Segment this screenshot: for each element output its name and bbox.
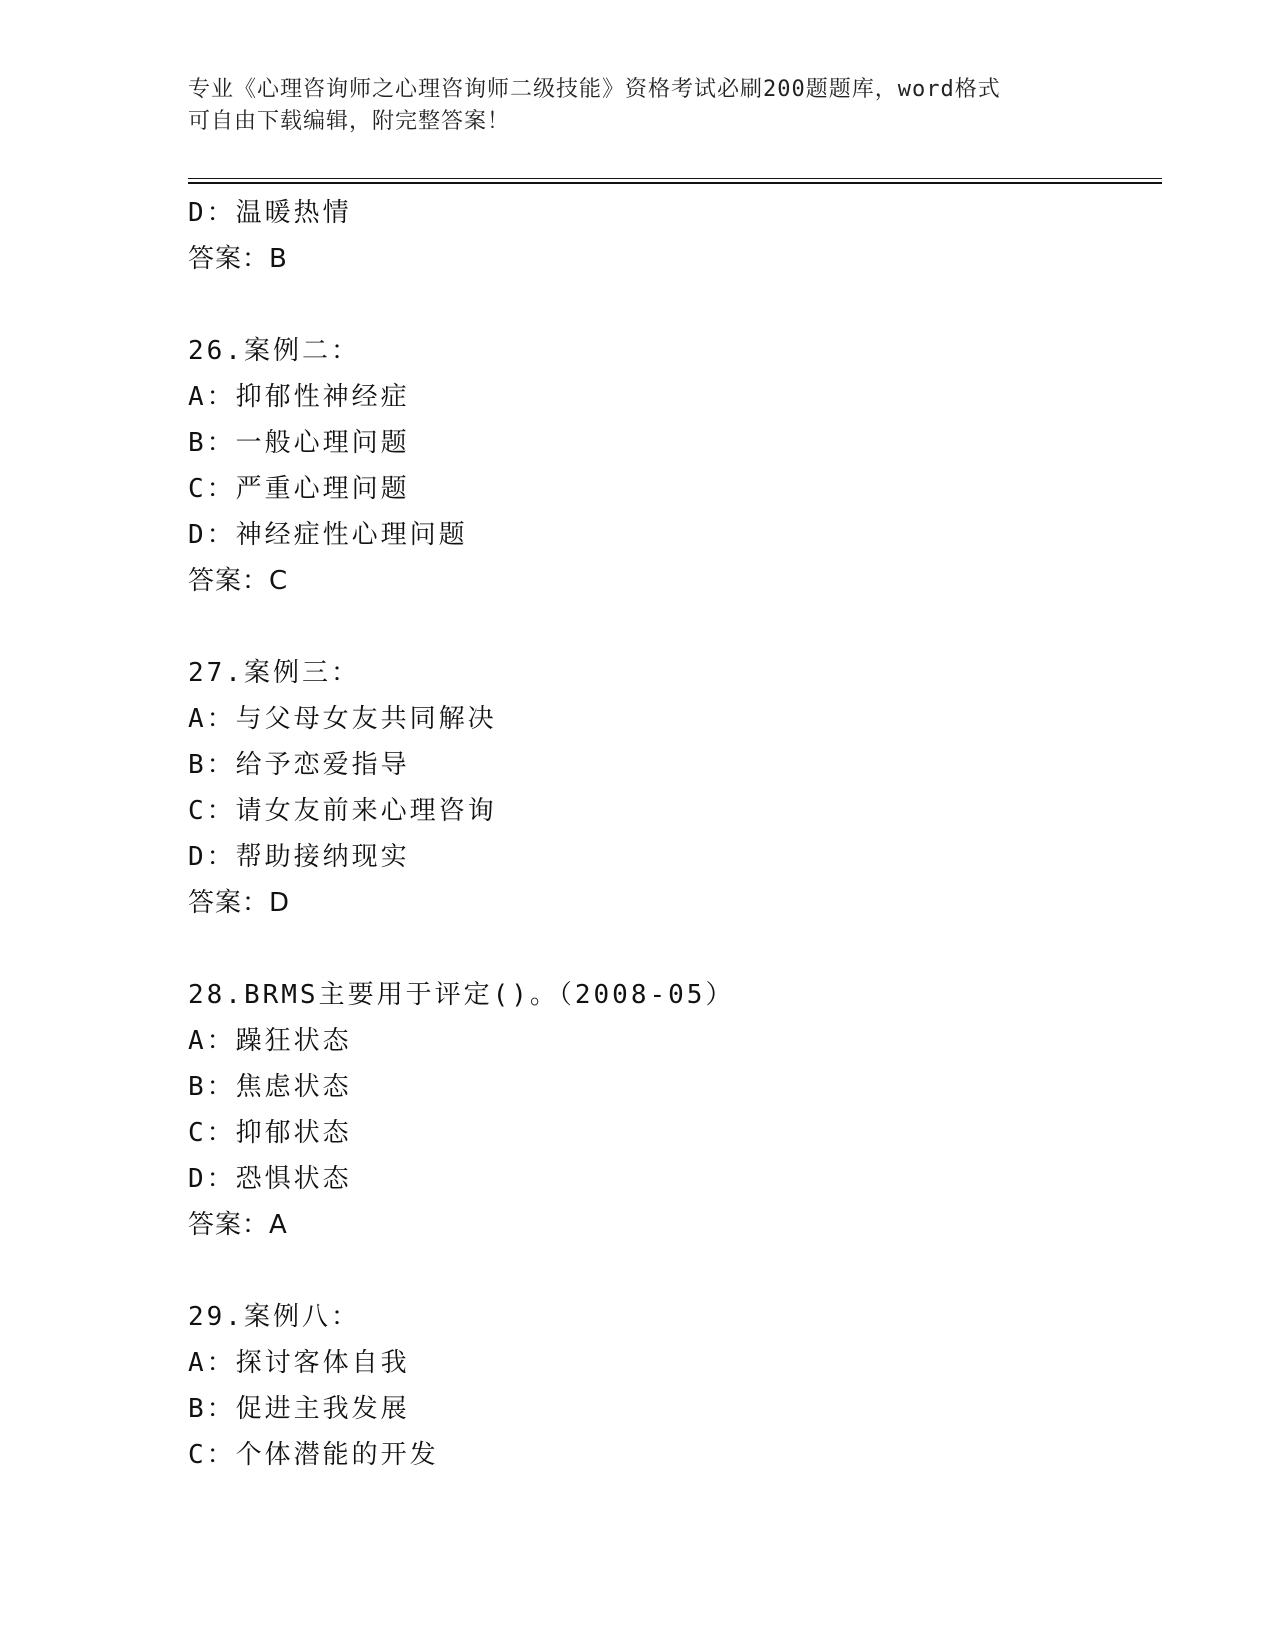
question-stem: 29.案例八： (188, 1302, 360, 1332)
option-d: D：帮助接纳现实 (188, 842, 410, 872)
spacer (188, 926, 1162, 972)
option-b: B：促进主我发展 (188, 1394, 410, 1424)
question-stem: 26.案例二： (188, 336, 360, 366)
answer: 答案：A (188, 1210, 288, 1240)
question-stem: 28.BRMS主要用于评定()。（2008-05） (188, 980, 735, 1010)
header-line-2: 可自由下载编辑，附完整答案！ (188, 109, 511, 134)
prev-option-d: D：温暖热情 (188, 198, 352, 228)
header-divider-thin (188, 178, 1162, 179)
option-a: A：躁狂状态 (188, 1026, 352, 1056)
option-a: A：探讨客体自我 (188, 1348, 410, 1378)
option-a: A：与父母女友共同解决 (188, 704, 497, 734)
document-header (188, 74, 1088, 138)
option-c: C：请女友前来心理咨询 (188, 796, 497, 826)
header-divider-thick (188, 182, 1162, 184)
option-b: B：一般心理问题 (188, 428, 410, 458)
option-c: C：抑郁状态 (188, 1118, 352, 1148)
option-c: C：严重心理问题 (188, 474, 410, 504)
prev-answer: 答案：B (188, 244, 288, 274)
question-29 (188, 1294, 1162, 1478)
header-line-1: 专业《心理咨询师之心理咨询师二级技能》资格考试必刷200题题库，word格式 (188, 77, 1001, 102)
spacer (188, 604, 1162, 650)
question-28 (188, 972, 1162, 1248)
option-a: A：抑郁性神经症 (188, 382, 410, 412)
question-26 (188, 328, 1162, 604)
option-b: B：焦虑状态 (188, 1072, 352, 1102)
spacer (188, 1248, 1162, 1294)
option-c: C：个体潜能的开发 (188, 1440, 439, 1470)
question-stem: 27.案例三： (188, 658, 360, 688)
spacer (188, 282, 1162, 328)
option-d: D：神经症性心理问题 (188, 520, 468, 550)
answer: 答案：C (188, 566, 289, 596)
question-27 (188, 650, 1162, 926)
answer: 答案：D (188, 888, 291, 918)
option-d: D：恐惧状态 (188, 1164, 352, 1194)
option-b: B：给予恋爱指导 (188, 750, 410, 780)
question-list (188, 190, 1162, 1478)
